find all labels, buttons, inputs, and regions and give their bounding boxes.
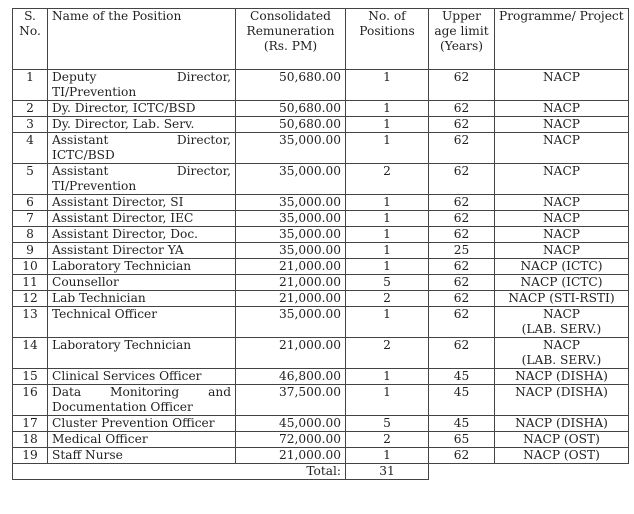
name-word: Assistant	[52, 133, 109, 147]
positions-table	[12, 8, 629, 480]
programme-cell	[495, 275, 629, 291]
programme-cell	[495, 101, 629, 117]
age-cell: 62	[429, 275, 495, 291]
table-row	[13, 243, 629, 259]
name-cell: Dy. Director, Lab. Serv.	[48, 117, 236, 133]
name-cell: Staff Nurse	[48, 448, 236, 464]
positions-cell: 1	[346, 243, 429, 259]
name-word: Assistant	[52, 164, 109, 178]
name-line-2: ICTC/BSD	[52, 148, 115, 162]
age-cell: 62	[429, 117, 495, 133]
table-row	[13, 416, 629, 432]
remuneration-cell: 35,000.00	[236, 227, 346, 243]
sno-cell: 3	[13, 117, 48, 133]
name-line-2: Documentation Officer	[52, 400, 193, 414]
programme-line: NACP	[543, 117, 580, 131]
programme-cell	[495, 385, 629, 416]
name-line-2: TI/Prevention	[52, 179, 137, 193]
programme-line-2: (LAB. SERV.)	[521, 322, 602, 336]
positions-cell: 2	[346, 432, 429, 448]
age-cell: 62	[429, 259, 495, 275]
programme-line: NACP (DISHA)	[515, 416, 608, 430]
total-positions: 31	[346, 464, 429, 480]
age-cell: 45	[429, 369, 495, 385]
remuneration-cell: 35,000.00	[236, 164, 346, 195]
name-cell: Assistant Director YA	[48, 243, 236, 259]
age-cell: 65	[429, 432, 495, 448]
table-row	[13, 211, 629, 227]
age-cell: 62	[429, 307, 495, 338]
sno-cell: 15	[13, 369, 48, 385]
sno-cell: 11	[13, 275, 48, 291]
sno-cell: 4	[13, 133, 48, 164]
name-cell: Counsellor	[48, 275, 236, 291]
positions-cell: 5	[346, 275, 429, 291]
remuneration-cell: 21,000.00	[236, 291, 346, 307]
programme-line: NACP (ICTC)	[520, 275, 603, 289]
name-cell	[48, 70, 236, 101]
remuneration-cell: 45,000.00	[236, 416, 346, 432]
programme-line: NACP (DISHA)	[515, 385, 608, 399]
remuneration-cell: 21,000.00	[236, 338, 346, 369]
table-row	[13, 259, 629, 275]
sno-cell: 8	[13, 227, 48, 243]
age-cell: 62	[429, 448, 495, 464]
name-cell	[48, 385, 236, 416]
positions-cell: 1	[346, 227, 429, 243]
name-cell	[48, 133, 236, 164]
table-row	[13, 195, 629, 211]
positions-cell: 2	[346, 291, 429, 307]
name-word: Monitoring	[110, 385, 180, 399]
name-cell: Assistant Director, SI	[48, 195, 236, 211]
age-cell: 62	[429, 164, 495, 195]
remuneration-cell: 35,000.00	[236, 133, 346, 164]
table-row	[13, 227, 629, 243]
header-row	[13, 9, 629, 70]
sno-cell: 9	[13, 243, 48, 259]
sno-cell: 18	[13, 432, 48, 448]
remuneration-cell: 50,680.00	[236, 70, 346, 101]
programme-line: NACP	[543, 164, 580, 178]
remuneration-cell: 37,500.00	[236, 385, 346, 416]
age-cell: 45	[429, 416, 495, 432]
positions-cell: 1	[346, 70, 429, 101]
age-cell: 62	[429, 101, 495, 117]
name-word: and	[208, 385, 231, 399]
remuneration-cell: 35,000.00	[236, 195, 346, 211]
name-word: Data	[52, 385, 82, 399]
programme-cell	[495, 432, 629, 448]
table-row	[13, 432, 629, 448]
programme-line: NACP	[543, 227, 580, 241]
positions-cell: 1	[346, 101, 429, 117]
name-word: Deputy	[52, 70, 97, 84]
header-remuneration: Consolidated Remuneration (Rs. PM)	[236, 9, 346, 70]
programme-line: NACP (DISHA)	[515, 369, 608, 383]
age-cell: 62	[429, 211, 495, 227]
programme-cell	[495, 291, 629, 307]
table-row	[13, 338, 629, 369]
age-cell: 62	[429, 291, 495, 307]
sno-cell: 17	[13, 416, 48, 432]
sno-cell: 19	[13, 448, 48, 464]
name-cell: Lab Technician	[48, 291, 236, 307]
programme-line: NACP	[543, 195, 580, 209]
remuneration-cell: 72,000.00	[236, 432, 346, 448]
sno-cell: 10	[13, 259, 48, 275]
programme-line: NACP	[543, 338, 580, 352]
positions-cell: 1	[346, 259, 429, 275]
remuneration-cell: 35,000.00	[236, 211, 346, 227]
positions-cell: 1	[346, 211, 429, 227]
table-row	[13, 164, 629, 195]
age-cell: 62	[429, 227, 495, 243]
positions-cell: 1	[346, 307, 429, 338]
programme-cell	[495, 70, 629, 101]
programme-line: NACP (OST)	[523, 432, 600, 446]
age-cell: 62	[429, 133, 495, 164]
positions-cell: 5	[346, 416, 429, 432]
positions-cell: 1	[346, 385, 429, 416]
table-row	[13, 133, 629, 164]
remuneration-cell: 35,000.00	[236, 243, 346, 259]
header-name: Name of the Position	[48, 9, 236, 70]
remuneration-cell: 21,000.00	[236, 259, 346, 275]
name-cell: Laboratory Technician	[48, 259, 236, 275]
programme-line: NACP	[543, 307, 580, 321]
programme-cell	[495, 211, 629, 227]
table-row	[13, 70, 629, 101]
programme-line: NACP (ICTC)	[520, 259, 603, 273]
programme-cell	[495, 448, 629, 464]
programme-line: NACP	[543, 133, 580, 147]
programme-cell	[495, 227, 629, 243]
name-cell: Technical Officer	[48, 307, 236, 338]
table-row	[13, 369, 629, 385]
header-age: Upper age limit (Years)	[429, 9, 495, 70]
sno-cell: 16	[13, 385, 48, 416]
positions-cell: 1	[346, 133, 429, 164]
table-row	[13, 117, 629, 133]
table-row	[13, 101, 629, 117]
table-row	[13, 385, 629, 416]
name-cell: Dy. Director, ICTC/BSD	[48, 101, 236, 117]
name-line-2: TI/Prevention	[52, 85, 137, 99]
positions-cell: 2	[346, 338, 429, 369]
age-cell: 62	[429, 195, 495, 211]
header-programme: Programme/ Project	[495, 9, 629, 70]
positions-cell: 1	[346, 448, 429, 464]
sno-cell: 7	[13, 211, 48, 227]
programme-cell	[495, 307, 629, 338]
name-word: Director,	[176, 133, 231, 147]
age-cell: 62	[429, 70, 495, 101]
programme-line: NACP	[543, 243, 580, 257]
header-positions: No. of Positions	[346, 9, 429, 70]
programme-cell	[495, 416, 629, 432]
name-cell: Assistant Director, IEC	[48, 211, 236, 227]
name-cell: Clinical Services Officer	[48, 369, 236, 385]
name-cell: Laboratory Technician	[48, 338, 236, 369]
age-cell: 45	[429, 385, 495, 416]
table-row	[13, 307, 629, 338]
name-cell: Assistant Director, Doc.	[48, 227, 236, 243]
remuneration-cell: 21,000.00	[236, 275, 346, 291]
age-cell: 62	[429, 338, 495, 369]
programme-line-2: (LAB. SERV.)	[521, 353, 602, 367]
remuneration-cell: 21,000.00	[236, 448, 346, 464]
sno-cell: 13	[13, 307, 48, 338]
table-row	[13, 275, 629, 291]
sno-cell: 2	[13, 101, 48, 117]
remuneration-cell: 50,680.00	[236, 101, 346, 117]
programme-line: NACP (OST)	[523, 448, 600, 462]
total-label: Total:	[13, 464, 346, 480]
positions-cell: 1	[346, 369, 429, 385]
programme-cell	[495, 164, 629, 195]
remuneration-cell: 50,680.00	[236, 117, 346, 133]
remuneration-cell: 46,800.00	[236, 369, 346, 385]
programme-cell	[495, 195, 629, 211]
positions-cell: 1	[346, 117, 429, 133]
programme-cell	[495, 338, 629, 369]
table-row	[13, 448, 629, 464]
total-row	[13, 464, 629, 480]
name-cell	[48, 164, 236, 195]
positions-cell: 2	[346, 164, 429, 195]
programme-line: NACP	[543, 101, 580, 115]
positions-cell: 1	[346, 195, 429, 211]
programme-line: NACP	[543, 211, 580, 225]
age-cell: 25	[429, 243, 495, 259]
sno-cell: 5	[13, 164, 48, 195]
programme-cell	[495, 117, 629, 133]
name-word: Director,	[176, 70, 231, 84]
programme-line: NACP (STI-RSTI)	[508, 291, 615, 305]
header-sno: S. No.	[13, 9, 48, 70]
sno-cell: 14	[13, 338, 48, 369]
programme-cell	[495, 259, 629, 275]
programme-cell	[495, 133, 629, 164]
remuneration-cell: 35,000.00	[236, 307, 346, 338]
name-cell: Medical Officer	[48, 432, 236, 448]
programme-cell	[495, 369, 629, 385]
name-word: Director,	[176, 164, 231, 178]
programme-cell	[495, 243, 629, 259]
name-cell: Cluster Prevention Officer	[48, 416, 236, 432]
sno-cell: 1	[13, 70, 48, 101]
sno-cell: 6	[13, 195, 48, 211]
table-row	[13, 291, 629, 307]
programme-line: NACP	[543, 70, 580, 84]
sno-cell: 12	[13, 291, 48, 307]
